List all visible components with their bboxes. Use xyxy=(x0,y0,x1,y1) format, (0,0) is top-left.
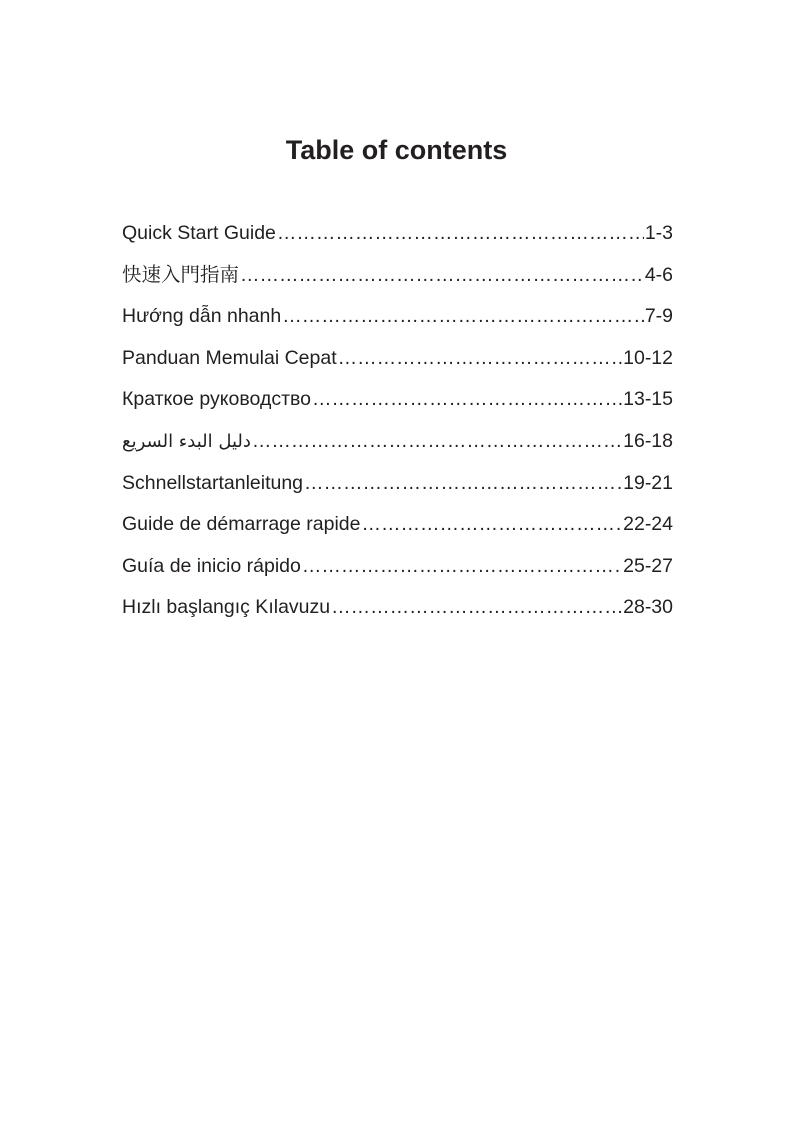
page-title: Table of contents xyxy=(285,135,508,165)
toc-entry-french xyxy=(122,507,673,549)
toc-entry-label: Panduan Memulai Cepat xyxy=(122,346,337,369)
toc-entry-label: Quick Start Guide xyxy=(122,222,276,244)
toc-entry-label: 快速入門指南 xyxy=(122,263,240,286)
toc-dot-leader xyxy=(331,590,622,624)
toc-entry-pages: 1-3 xyxy=(644,222,673,244)
toc-entry-label: Guide de démarrage rapide xyxy=(122,513,361,536)
toc-entry-pages: 10-12 xyxy=(623,346,673,369)
toc-dot-leader xyxy=(277,216,644,250)
table-of-contents xyxy=(122,216,673,632)
toc-entry-label: Hướng dẫn nhanh xyxy=(122,305,282,328)
toc-dot-leader xyxy=(304,466,622,500)
toc-entry-pages: 28-30 xyxy=(623,596,673,619)
toc-entry-quick-start-guide xyxy=(122,216,673,258)
toc-entry-pages: 25-27 xyxy=(623,554,673,577)
toc-dot-leader xyxy=(312,382,622,416)
toc-entry-russian xyxy=(122,382,673,424)
toc-entry-label: Hızlı başlangıç Kılavuzu xyxy=(122,596,331,619)
toc-entry-label: Краткое руководство xyxy=(122,388,311,411)
toc-entry-pages: 19-21 xyxy=(623,471,673,494)
toc-dot-leader xyxy=(252,424,622,458)
toc-entry-pages: 13-15 xyxy=(623,388,673,411)
toc-dot-leader xyxy=(302,549,622,583)
toc-dot-leader xyxy=(362,507,623,541)
toc-entry-indonesian xyxy=(122,341,673,383)
toc-entry-chinese xyxy=(122,258,673,300)
toc-dot-leader xyxy=(282,299,644,333)
toc-entry-arabic xyxy=(122,424,673,466)
toc-entry-label: دليل البدء السريع xyxy=(122,430,251,452)
toc-entry-label: Schnellstartanleitung xyxy=(122,471,304,494)
toc-entry-pages: 22-24 xyxy=(623,513,673,536)
toc-entry-label: Guía de inicio rápido xyxy=(122,554,301,577)
toc-entry-german xyxy=(122,466,673,508)
toc-entry-pages: 4-6 xyxy=(644,263,673,286)
toc-entry-spanish xyxy=(122,549,673,591)
toc-entry-vietnamese xyxy=(122,299,673,341)
toc-entry-pages: 16-18 xyxy=(623,429,673,452)
toc-entry-pages: 7-9 xyxy=(644,305,673,328)
toc-dot-leader xyxy=(240,258,644,292)
toc-entry-turkish xyxy=(122,590,673,632)
toc-dot-leader xyxy=(338,341,622,375)
